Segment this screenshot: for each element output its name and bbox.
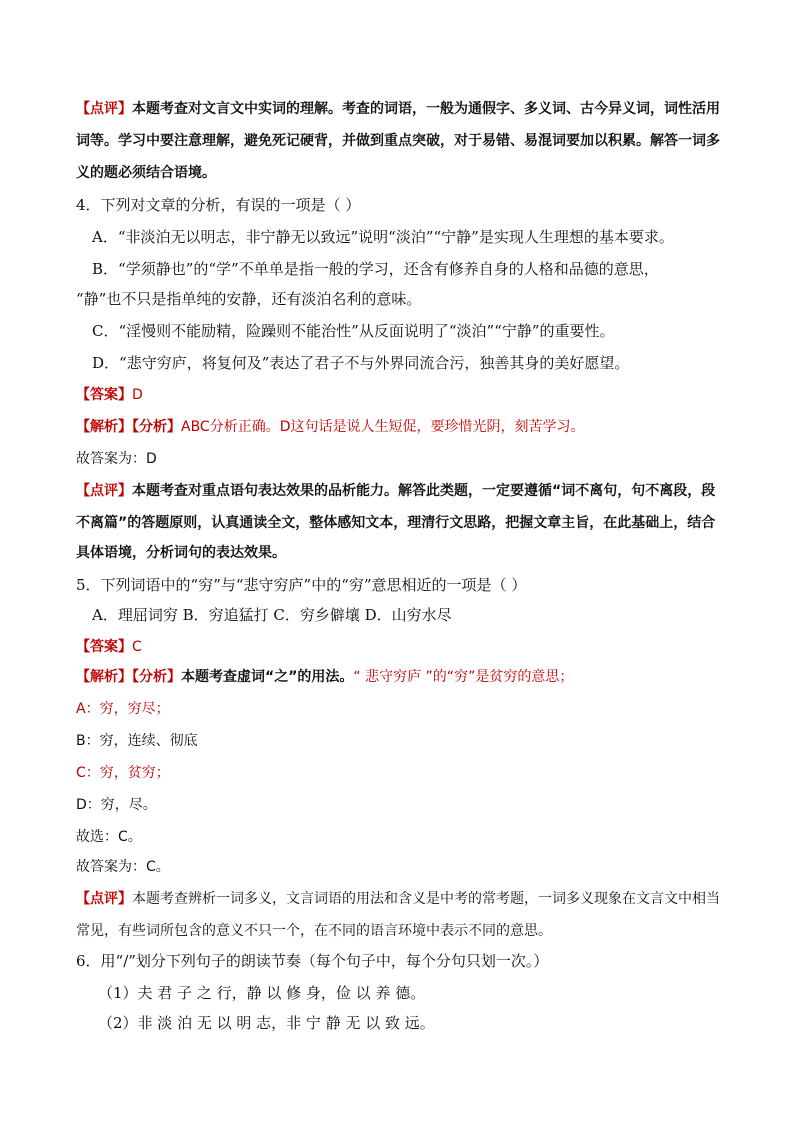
q5-answer: 【答案】C (76, 639, 142, 655)
q6-sentence-1: （1）夫 君 子 之 行，静 以 修 身，俭 以 养 德。 (98, 984, 426, 1002)
q5-analysis-d: D：穷，尽。 (76, 797, 157, 813)
comment-line: 词等。学习中要注意理解，避免死记硬背，并做到重点突破，对于易错、易混词要加以积累。解答一词多 (76, 133, 720, 149)
q4-option-b-cont: “静”也不只是指单纯的安静，还有淡泊名利的意味。 (76, 290, 422, 308)
question-6-stem: 6．用“/”划分下列句子的朗读节奏（每个句子中，每个分句只划一次。） (76, 952, 549, 970)
comment-line: 常见，有些词所包含的意义不只一个，在不同的语言环境中表示不同的意思。 (76, 923, 552, 939)
q6-sentence-2: （2）非 淡 泊 无 以 明 志，非 宁 静 无 以 致 远。 (98, 1014, 435, 1032)
comment-tag: 【点评】 (76, 101, 132, 117)
comment-line: 具体语境，分析词句的表达效果。 (76, 545, 286, 561)
comment-line: 义的题必须结合语境。 (76, 165, 216, 181)
q4-option-d: D．“悲守穷庐，将复何及”表达了君子不与外界同流合污，独善其身的美好愿望。 (92, 354, 630, 372)
q5-analysis-c: C：穷，贫穷； (76, 765, 170, 781)
q4-answer: 【答案】D (76, 387, 143, 403)
q5-chosen: 故选：C。 (76, 829, 142, 845)
q4-final-answer: 故答案为：D (76, 451, 157, 467)
comment-line: 【点评】本题考查对重点语句表达效果的品析能力。解答此类题，一定要遵循“词不离句，句不离段，段 (76, 483, 716, 499)
q5-analysis-b: B：穷，连续、彻底 (76, 733, 198, 749)
comment-line: 【点评】本题考查辨析一词多义，文言词语的用法和含义是中考的常考题，一词多义现象在文言文中相当 (76, 891, 720, 907)
q5-final-answer: 故答案为：C。 (76, 859, 170, 875)
comment-line: 【点评】本题考查对文言文中实词的理解。考查的词语，一般为通假字、多义词、古今异义词，词性活用 (76, 101, 720, 117)
question-4-stem: 4．下列对文章的分析，有误的一项是（ ） (76, 196, 361, 214)
comment-line: 不离篇”的答题原则，认真通读全文，整体感知文本，理清行文思路，把握文章主旨，在此基础上，结合 (76, 515, 716, 531)
q4-option-a: A．“非淡泊无以明志，非宁静无以致远”说明“淡泊”“宁静”是实现人生理想的基本要求。 (92, 228, 674, 246)
question-5-stem: 5．下列词语中的“穷”与“悲守穷庐”中的“穷”意思相近的一项是（ ） (76, 576, 527, 594)
q4-analysis: 【解析】【分析】ABC分析正确。D这句话是说人生短促，要珍惜光阴，刻苦学习。 (76, 419, 585, 435)
q5-analysis-a: A：穷，穷尽； (76, 701, 170, 717)
q4-option-b: B．“学须静也”的“学”不单单是指一般的学习，还含有修养自身的人格和品德的意思， (92, 260, 659, 278)
q5-analysis: 【解析】【分析】本题考查虚词“之”的用法。“ 悲守穷庐 ”的“穷”是贫穷的意思； (76, 669, 574, 685)
q5-options: A．理屈词穷 B．穷追猛打 C．穷乡僻壤 D．山穷水尽 (92, 606, 452, 624)
q4-option-c: C．“淫慢则不能励精，险躁则不能治性”从反面说明了“淡泊”“宁静”的重要性。 (92, 322, 615, 340)
